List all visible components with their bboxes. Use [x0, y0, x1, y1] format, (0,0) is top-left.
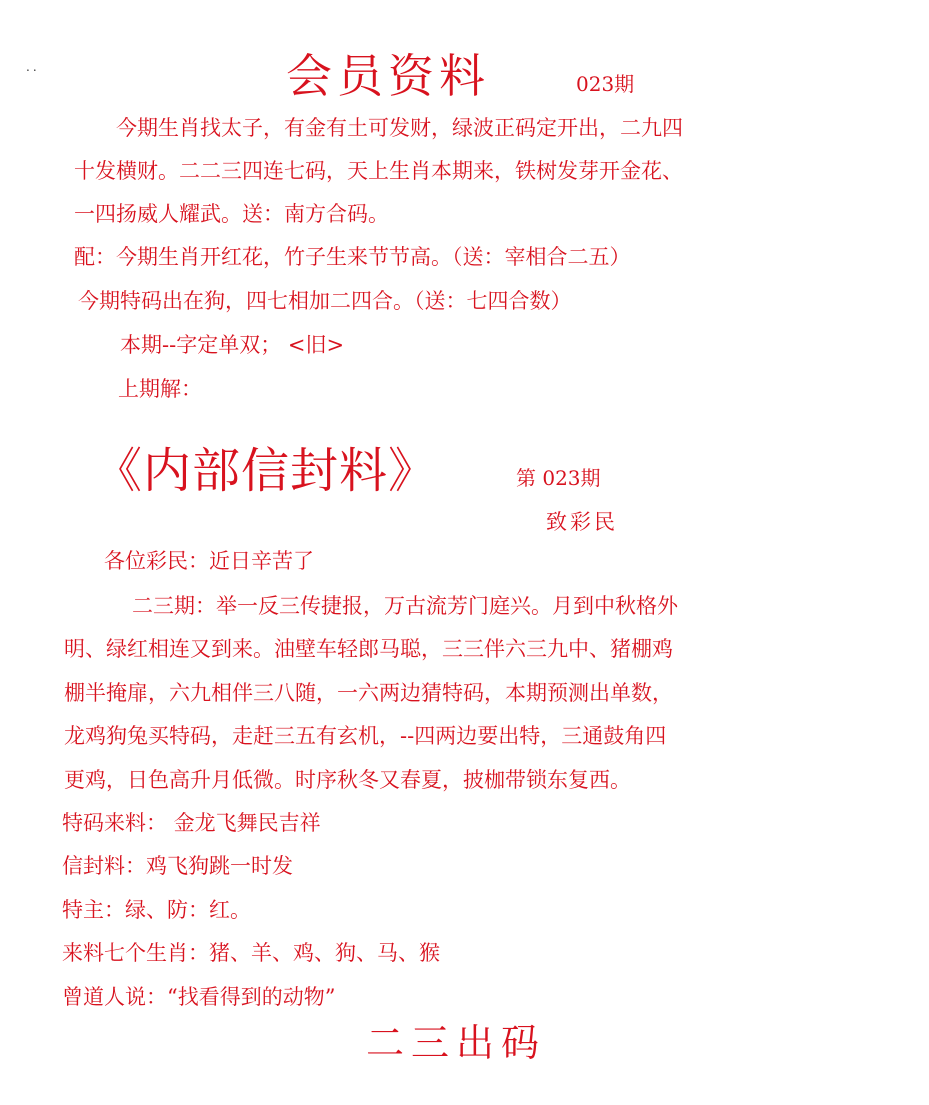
corner-dots: ..	[26, 60, 40, 74]
text-line: 棚半掩扉，六九相伴三八随，一六两边猜特码，本期预测出单数，	[64, 681, 673, 705]
greeting-heading: 致彩民	[546, 510, 618, 534]
text-line: 二三期：举一反三传捷报，万古流芳门庭兴。月到中秋格外	[132, 594, 678, 618]
text-line: 今期特码出在狗，四七相加二四合。（送：七四合数）	[78, 289, 572, 313]
text-line: 特主：绿、防：红。	[62, 898, 251, 922]
footer-code-heading: 二三出码	[366, 1021, 547, 1065]
text-line: 本期--字定单双； <旧>	[120, 333, 345, 357]
issue-number: 023期	[576, 72, 635, 96]
text-line: 十发横财。二二三四连七码，天上生肖本期来，铁树发芽开金花、	[74, 159, 683, 183]
text-line: 曾道人说：“找看得到的动物”	[62, 985, 336, 1009]
text-line: 各位彩民：近日辛苦了	[104, 549, 314, 573]
text-line: 来料七个生肖：猪、羊、鸡、狗、马、猴	[62, 941, 440, 965]
text-line: 一四扬威人耀武。送：南方合码。	[74, 202, 389, 226]
text-line: 明、绿红相连又到来。油壁车轻郎马聪，三三伴六三九中、猪棚鸡	[64, 637, 673, 661]
text-line: 配：今期生肖开红花，竹子生来节节高。（送：宰相合二五）	[74, 245, 631, 269]
text-line: 更鸡，日色高升月低微。时序秋冬又春夏，披枷带锁东复西。	[64, 768, 631, 792]
envelope-section-title: 《内部信封料》	[94, 443, 438, 499]
text-line: 信封料：鸡飞狗跳一时发	[62, 854, 293, 878]
member-info-title: 会员资料	[286, 49, 490, 103]
text-line: 今期生肖找太子，有金有土可发财，绿波正码定开出，二九四	[116, 116, 683, 140]
text-line: 特码来料： 金龙飞舞民吉祥	[62, 811, 321, 835]
text-line: 上期解：	[118, 377, 202, 401]
text-line: 龙鸡狗兔买特码，走赶三五有玄机，--四两边要出特，三通鼓角四	[64, 724, 667, 748]
issue-number-2: 第 023期	[516, 466, 601, 490]
